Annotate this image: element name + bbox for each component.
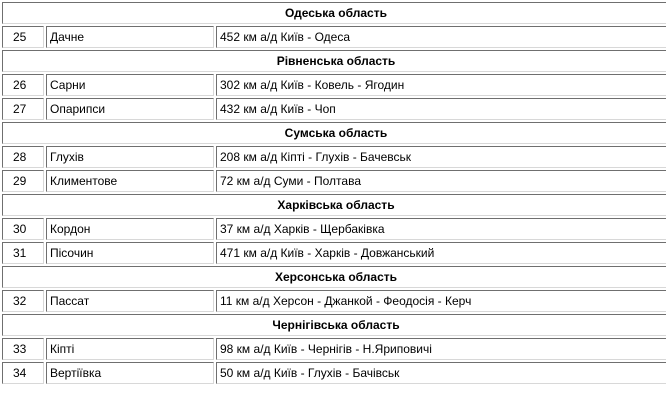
row-number: 28 — [2, 146, 44, 168]
region-title: Чернігівська область — [2, 314, 666, 336]
checkpoint-route: 471 км а/д Київ - Харків - Довжанський — [216, 242, 666, 264]
region-header-row — [2, 266, 666, 288]
row-number: 33 — [2, 338, 44, 360]
checkpoint-name: Вертіївка — [46, 362, 214, 384]
table-row — [2, 98, 666, 120]
checkpoint-route: 37 км а/д Харків - Щербаківка — [216, 218, 666, 240]
row-number: 29 — [2, 170, 44, 192]
checkpoint-route: 50 км а/д Київ - Глухів - Бачівськ — [216, 362, 666, 384]
row-number: 26 — [2, 74, 44, 96]
table-row — [2, 146, 666, 168]
checkpoint-name: Глухів — [46, 146, 214, 168]
table-row — [2, 26, 666, 48]
row-number: 27 — [2, 98, 44, 120]
checkpoint-route: 98 км а/д Київ - Чернігів - Н.Яриповичі — [216, 338, 666, 360]
region-header-row — [2, 122, 666, 144]
row-number: 31 — [2, 242, 44, 264]
table-row — [2, 218, 666, 240]
checkpoint-name: Опарипси — [46, 98, 214, 120]
table-row — [2, 242, 666, 264]
checkpoint-route: 208 км а/д Кіпті - Глухів - Бачевськ — [216, 146, 666, 168]
checkpoints-table-body — [2, 2, 666, 384]
row-number: 25 — [2, 26, 44, 48]
region-header-row — [2, 2, 666, 24]
checkpoint-name: Климентове — [46, 170, 214, 192]
checkpoint-name: Пассат — [46, 290, 214, 312]
checkpoint-route: 302 км а/д Київ - Ковель - Ягодин — [216, 74, 666, 96]
table-row — [2, 74, 666, 96]
table-row — [2, 290, 666, 312]
region-header-row — [2, 50, 666, 72]
checkpoint-name: Дачне — [46, 26, 214, 48]
region-title: Сумська область — [2, 122, 666, 144]
region-title: Херсонська область — [2, 266, 666, 288]
region-header-row — [2, 194, 666, 216]
row-number: 32 — [2, 290, 44, 312]
row-number: 30 — [2, 218, 44, 240]
checkpoint-route: 432 км а/д Київ - Чоп — [216, 98, 666, 120]
checkpoint-name: Сарни — [46, 74, 214, 96]
checkpoint-route: 72 км а/д Суми - Полтава — [216, 170, 666, 192]
checkpoint-name: Кіпті — [46, 338, 214, 360]
region-title: Рівненська область — [2, 50, 666, 72]
region-title: Харківська область — [2, 194, 666, 216]
table-row — [2, 362, 666, 384]
checkpoint-name: Кордон — [46, 218, 214, 240]
table-row — [2, 338, 666, 360]
table-row — [2, 170, 666, 192]
checkpoint-name: Пісочин — [46, 242, 214, 264]
row-number: 34 — [2, 362, 44, 384]
region-header-row — [2, 314, 666, 336]
checkpoint-route: 11 км а/д Херсон - Джанкой - Феодосія - Керч — [216, 290, 666, 312]
region-title: Одеська область — [2, 2, 666, 24]
checkpoint-route: 452 км а/д Київ - Одеса — [216, 26, 666, 48]
